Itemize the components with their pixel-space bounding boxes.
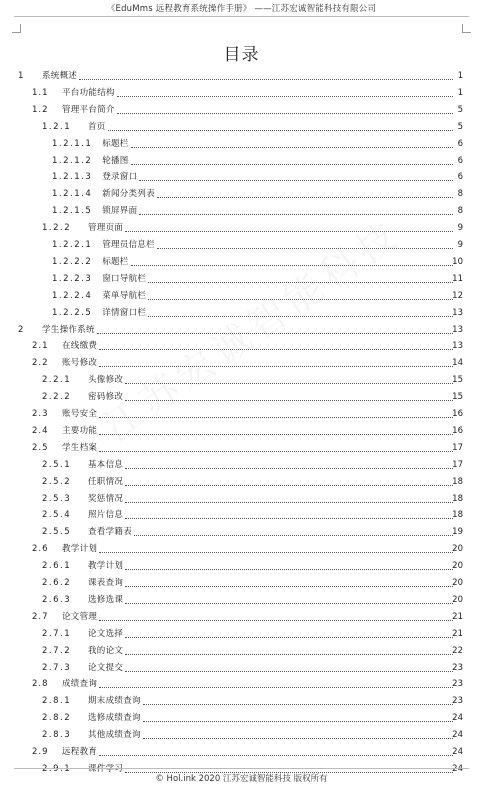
toc-entry-number: 1.2.1.5 [52,206,93,217]
toc-leader-dots [131,164,453,165]
toc-entry-page: 6 [457,138,463,149]
toc-entry-label: 账号安全 [62,409,98,419]
toc-entry-number: 1.2.1 [42,121,72,132]
toc-entry-page: 5 [457,104,463,115]
toc-entry-label: 账号修改 [62,358,98,369]
toc-entry-number: 2.9 [32,747,49,757]
toc-entry[interactable] [0,457,483,473]
toc-entry-label: 管理平台简介 [62,104,115,115]
toc-entry-label: 照片信息 [88,510,124,521]
toc-entry-page: 9 [457,240,463,250]
toc-entry-label: 首页 [88,121,106,132]
toc-entry[interactable] [0,423,483,439]
toc-leader-dots [99,620,453,621]
toc-entry-label: 教学计划 [62,544,98,555]
toc-entry-number: 2.3 [32,409,49,419]
toc-entry[interactable] [0,575,483,591]
toc-entry-label: 选修选课 [88,594,124,605]
toc-entry-label: 在线缴费 [62,341,98,352]
toc-entry[interactable] [0,693,483,709]
toc-leader-dots [125,400,453,401]
toc-entry[interactable] [0,68,483,84]
toc-entry[interactable] [0,271,483,287]
toc-entry-label: 主要功能 [62,425,98,436]
toc-entry-number: 1.2.1.4 [52,189,93,200]
toc-entry-label: 论文管理 [62,611,98,622]
toc-entry-page: 18 [452,493,463,504]
toc-entry[interactable] [0,491,483,507]
toc-entry-label: 系统概述 [42,71,78,81]
toc-entry[interactable] [0,744,483,760]
toc-entry-number: 1.2.2.3 [52,273,93,284]
toc-leader-dots [99,687,453,688]
toc-entry[interactable] [0,254,483,270]
toc-entry-label: 教学计划 [88,561,124,572]
toc-leader-dots [125,383,453,384]
toc-entry-label: 我的论文 [88,645,124,656]
toc-entry[interactable] [0,85,483,101]
toc-entry-number: 2.6 [32,544,49,555]
toc-entry-page: 5 [457,121,463,132]
toc-entry-label: 论文选择 [88,628,124,639]
toc-entry-page: 15 [452,375,463,386]
toc-entry-label: 新闻分类列表 [102,189,155,200]
toc-entry-page: 20 [452,544,463,555]
toc-entry-label: 平台功能结构 [62,87,115,98]
toc-entry[interactable] [0,660,483,676]
toc-leader-dots [99,434,453,435]
footer-rule [14,768,469,769]
toc-entry-label: 成绩查询 [62,679,98,690]
toc-entry-number: 1.2.1.1 [52,138,93,149]
toc-entry-number: 2.5.4 [42,510,72,521]
toc-entry[interactable] [0,389,483,405]
toc-entry[interactable] [0,220,483,236]
toc-entry-page: 13 [452,324,463,335]
toc-leader-dots [148,282,453,283]
toc-entry-number: 2 [18,324,25,335]
toc-entry-number: 1 [18,71,25,81]
toc-leader-dots [97,333,453,334]
corner-mark-left [12,24,21,33]
toc-entry-page: 21 [452,628,463,639]
toc-entry-page: 21 [452,611,463,622]
toc-leader-dots [99,366,453,367]
toc-entry[interactable] [0,626,483,642]
page-footer: © Hol.ink 2020 江苏宏诚智能科技 版权所有 [155,774,328,784]
toc-leader-dots [143,738,453,739]
page-header: 《EduMms 远程教育系统操作手册》 ——江苏宏诚智能科技有限公司 [106,4,377,14]
toc-entry-page: 23 [452,679,463,690]
toc-entry[interactable] [0,203,483,219]
toc-entry-label: 轮播图 [102,155,129,166]
toc-entry-number: 1.2.2.5 [52,307,93,318]
toc-entry-number: 2.7.2 [42,645,72,656]
toc-entry[interactable] [0,558,483,574]
toc-entry-page: 6 [457,172,463,183]
corner-mark-right [462,24,471,33]
toc-entry-label: 课表查询 [88,578,124,588]
toc-entry[interactable] [0,710,483,726]
toc-leader-dots [125,231,453,232]
toc-entry-page: 23 [452,696,463,707]
toc-entry-label: 学生档案 [62,442,98,453]
toc-entry-page: 10 [452,256,463,267]
toc-entry-label: 任职情况 [88,476,124,487]
toc-entry[interactable] [0,288,483,304]
toc-entry-page: 22 [452,645,463,656]
toc-entry-page: 1 [457,87,463,98]
toc-entry-label: 远程教育 [62,747,98,757]
toc-entry-page: 12 [452,290,463,301]
toc-entry-number: 1.2.1.2 [52,155,93,166]
toc-entry-label: 详情窗口栏 [102,307,147,318]
toc-entry-number: 2.6.3 [42,594,72,605]
toc-leader-dots [131,265,453,266]
toc-entry-label: 头像修改 [88,375,124,386]
toc-entry-label: 学生操作系统 [42,324,95,335]
toc-entry[interactable] [0,507,483,523]
toc-entry-number: 2.7 [32,611,49,622]
toc-entry-number: 2.5.5 [42,527,72,538]
toc-entry-number: 1.2.2 [42,223,72,234]
toc-entry[interactable] [0,372,483,388]
toc-leader-dots [125,485,453,486]
toc-entry[interactable] [0,169,483,185]
toc-leader-dots [148,316,453,317]
toc-entry-number: 2.2.2 [42,392,72,403]
toc-entry-number: 2.4 [32,425,49,436]
toc-leader-dots [125,586,453,587]
toc-entry-number: 2.9.1 [42,763,72,774]
toc-entry-page: 9 [457,223,463,234]
toc-entry-page: 13 [452,341,463,352]
toc-entry-label: 课件学习 [88,763,124,774]
toc-leader-dots [134,535,453,536]
toc-leader-dots [99,552,453,553]
toc-entry-label: 管理员信息栏 [102,240,155,250]
toc-leader-dots [125,654,453,655]
toc-entry-number: 2.8.1 [42,696,72,707]
toc-leader-dots [99,417,453,418]
toc-entry[interactable] [0,153,483,169]
toc-entry-number: 2.8.2 [42,713,72,724]
toc-entry[interactable] [0,609,483,625]
toc-leader-dots [157,197,453,198]
toc-entry-label: 期末成绩查询 [88,696,141,707]
toc-entry[interactable] [0,643,483,659]
toc-entry-number: 2.5 [32,442,49,453]
toc-entry-page: 15 [452,392,463,403]
toc-leader-dots [125,518,453,519]
toc-entry[interactable] [0,237,483,253]
toc-entry-page: 16 [452,409,463,419]
toc-entry-page: 18 [452,510,463,521]
toc-entry-page: 24 [452,713,463,724]
toc-entry[interactable] [0,338,483,354]
toc-entry[interactable] [0,474,483,490]
toc-entry-page: 6 [457,155,463,166]
toc-entry-number: 2.1 [32,341,49,352]
toc-entry-number: 2.5.3 [42,493,72,504]
toc-entry-page: 18 [452,476,463,487]
toc-entry[interactable] [0,136,483,152]
toc-entry-number: 2.6.2 [42,578,72,588]
toc-leader-dots [117,96,453,97]
toc-entry-label: 论文提交 [88,662,124,673]
toc-entry-page: 8 [457,206,463,217]
toc-entry-label: 奖惩情况 [88,493,124,504]
toc-leader-dots [79,79,453,80]
toc-leader-dots [139,180,453,181]
toc-entry-number: 2.5.2 [42,476,72,487]
toc-entry[interactable] [0,406,483,422]
toc-entry-label: 登录窗口 [102,172,138,183]
toc-leader-dots [143,704,453,705]
toc-entry-page: 20 [452,561,463,572]
toc-entry[interactable] [0,102,483,118]
toc-leader-dots [125,671,453,672]
toc-entry-page: 16 [452,425,463,436]
toc-entry-label: 标题栏 [102,138,129,149]
toc-entry-page: 13 [452,307,463,318]
toc-entry-number: 1.2.2.2 [52,256,93,267]
toc-entry-page: 23 [452,662,463,673]
toc-entry-page: 20 [452,578,463,588]
toc-leader-dots [117,113,453,114]
toc-entry[interactable] [0,676,483,692]
toc-entry-label: 密码修改 [88,392,124,403]
toc-entry-label: 查看学籍表 [88,527,133,538]
toc-leader-dots [125,502,453,503]
toc-entry[interactable] [0,541,483,557]
toc-entry-number: 1.2.2.1 [52,240,93,250]
toc-entry-number: 2.6.1 [42,561,72,572]
toc-entry-number: 2.2.1 [42,375,72,386]
toc-entry-number: 1.2 [32,104,49,115]
toc-entry-number: 2.8.3 [42,730,72,741]
toc-entry[interactable] [0,727,483,743]
toc-leader-dots [131,147,453,148]
toc-entry-label: 选修成绩查询 [88,713,141,724]
toc-entry-label: 菜单导航栏 [102,290,147,301]
toc-entry-page: 20 [452,594,463,605]
toc-entry-page: 24 [452,730,463,741]
toc-entry-number: 2.2 [32,358,49,369]
toc-entry-label: 管理页面 [88,223,124,234]
toc-entry[interactable] [0,592,483,608]
toc-leader-dots [139,214,453,215]
header-rule [14,16,469,17]
toc-entry-number: 2.7.1 [42,628,72,639]
toc-entry-label: 基本信息 [88,459,124,470]
toc-entry[interactable] [0,305,483,321]
toc-entry[interactable] [0,322,483,338]
toc-entry-page: 17 [452,442,463,453]
toc-entry-number: 2.7.3 [42,662,72,673]
toc-leader-dots [148,299,453,300]
toc-leader-dots [125,637,453,638]
toc-entry-label: 窗口导航栏 [102,273,147,284]
toc-leader-dots [157,248,453,249]
toc-entry-page: 19 [452,527,463,538]
toc-entry-number: 2.5.1 [42,459,72,470]
toc-entry[interactable] [0,524,483,540]
toc-entry[interactable] [0,119,483,135]
toc-leader-dots [99,349,453,350]
toc-entry[interactable] [0,186,483,202]
toc-leader-dots [99,451,453,452]
toc-entry-page: 24 [452,747,463,757]
toc-entry-number: 2.8 [32,679,49,690]
toc-entry-number: 1.2.2.4 [52,290,93,301]
toc-entry-page: 8 [457,189,463,200]
toc-entry[interactable] [0,440,483,456]
toc-entry-label: 锁屏界面 [102,206,138,217]
toc-entry-page: 1 [457,71,463,81]
toc-entry-page: 17 [452,459,463,470]
toc-entry[interactable] [0,355,483,371]
toc-leader-dots [125,569,453,570]
toc-leader-dots [125,468,453,469]
toc-entry-label: 其他成绩查询 [88,730,141,741]
toc-entry-page: 14 [452,358,463,369]
toc-leader-dots [125,603,453,604]
toc-entry-number: 1.1 [32,87,49,98]
page-title: 目录 [223,45,260,65]
toc-entry-page: 11 [452,273,463,284]
toc-entry-page: 24 [452,763,463,774]
toc-entry-label: 标题栏 [102,256,129,267]
toc-leader-dots [99,755,453,756]
toc-entry-number: 1.2.1.3 [52,172,93,183]
toc-leader-dots [108,130,453,131]
toc-leader-dots [143,721,453,722]
